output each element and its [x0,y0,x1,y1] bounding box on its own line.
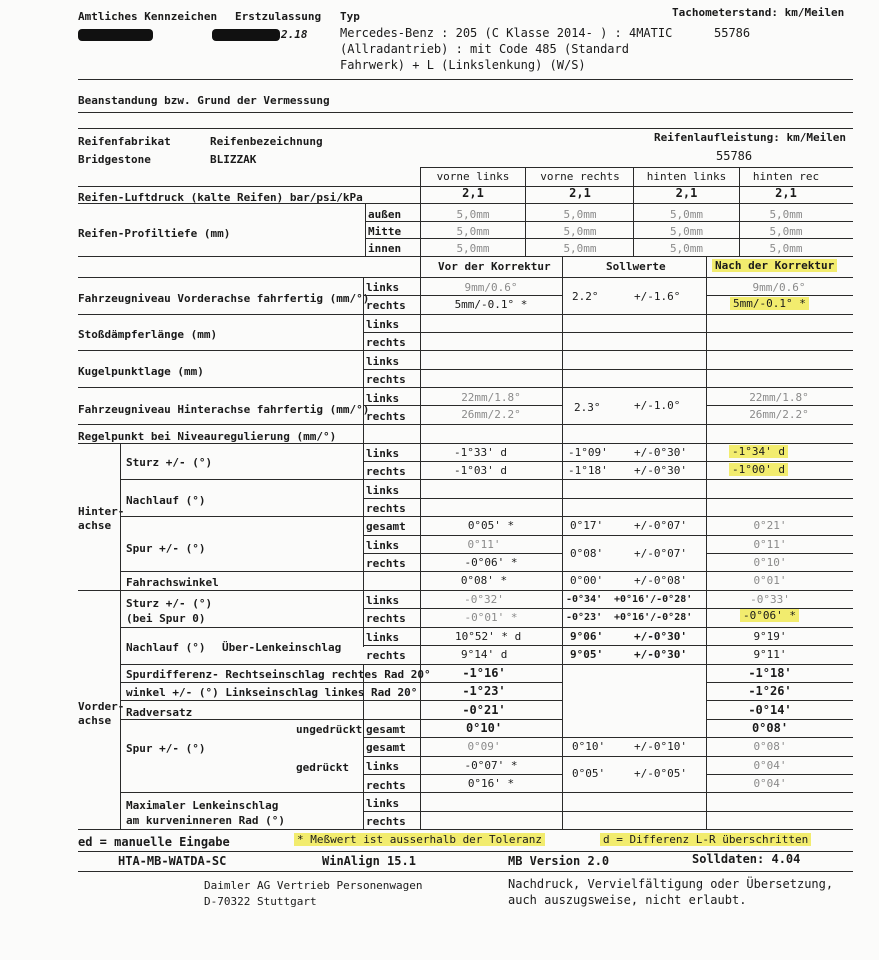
grid-line [120,719,562,720]
footer-winalign: WinAlign 15.1 [322,854,416,868]
grid-line [120,792,853,793]
radversatz-nach: -0°14' [748,703,792,717]
fahrachswinkel-nach: 0°01' [753,574,787,587]
radversatz-label: Radversatz [126,706,193,719]
row-rechts: rechts [366,336,406,349]
ha-niveau-label: Fahrzeugniveau Hinterachse fahrfertig (mm/°) [78,403,370,416]
grid-line [706,295,853,296]
row-rechts: rechts [366,465,406,478]
row-rechts: rechts [366,815,406,828]
spurdiff-nach-links: -1°26' [748,684,792,698]
grid-line [363,295,562,296]
legend-ed: ed = manuelle Eingabe [78,835,230,849]
grid-line [363,498,853,499]
copyright-line-1: Nachdruck, Vervielfältigung oder Übersetzung, [508,877,834,891]
typ-line-2: (Allradantrieb) : mit Code 485 (Standard [340,42,629,56]
va-sturz-label-2: (bei Spur 0) [126,612,206,625]
typ-label: Typ [340,10,360,23]
divider [78,128,853,129]
va-nachlauf-nach-rechts: 9°11' [753,648,787,661]
profile-pos-mitte: Mitte [368,225,402,238]
grid-line [420,167,853,168]
va-niveau-vor-rechts: 5mm/-0.1° * [454,298,528,311]
pressure-vr: 2,1 [569,186,591,200]
row-rechts: rechts [366,502,406,515]
ha-spur-tol-gesamt: +/-0°07' [634,519,687,532]
typ-line-3: Fahrwerk) + L (Linkslenkung) (W/S) [340,58,586,72]
hinterachse-label-2: achse [78,519,112,532]
ungedrueckt-label: ungedrückt [296,723,363,736]
grid-line [120,571,853,572]
ha-spur-nach-rechts: 0°10' [753,556,787,569]
beanstandung-label: Beanstandung bzw. Grund der Vermessung [78,94,330,107]
grid-line [363,756,853,757]
row-links: links [366,392,400,405]
grid-line [120,627,853,628]
ha-niveau-vor-links: 22mm/1.8° [461,391,521,404]
va-niveau-nach-links: 9mm/0.6° [752,281,806,294]
grid-line [365,203,366,256]
va-nachlauf-vor-links: 10°52' * d [455,630,522,643]
typ-line-1: Mercedes-Benz : 205 (C Klasse 2014- ) : 4MATIC [340,26,673,40]
ha-spur-vor-gesamt: 0°05' * [467,519,515,532]
va-sturz-nach-links: -0°33' [750,593,790,606]
grid-line [120,516,853,517]
va-sturz-vor-rechts: -0°01' * [464,611,518,624]
va-spur-label: Spur +/- (°) [126,742,206,755]
wheel-header-hl: hinten links [646,170,727,183]
fahrachswinkel-soll: 0°00' [570,574,604,587]
ha-sturz-nach-rechts: -1°00' d [729,463,788,476]
grid-line [363,332,853,333]
grid-line [78,314,853,315]
fahrachswinkel-tol: +/-0°08' [634,574,687,587]
row-rechts: rechts [366,649,406,662]
company-line-1: Daimler AG Vertrieb Personenwagen [204,879,423,892]
profile-value: 5,0mm [456,208,490,221]
ha-sturz-vor-rechts: -1°03' d [454,464,507,477]
grid-line [120,682,562,683]
reifenbezeichnung-label: Reifenbezeichnung [210,135,323,148]
profile-value: 5,0mm [456,225,490,238]
profile-value: 5,0mm [456,242,490,255]
grid-line [78,590,853,591]
ha-sturz-vor-links: -1°33' d [454,446,507,459]
row-rechts: rechts [366,557,406,570]
profile-value: 5,0mm [563,242,597,255]
erstzulassung-year: 2.18 [281,28,308,41]
row-links: links [366,539,400,552]
va-niveau-vor-links: 9mm/0.6° [464,281,518,294]
grid-line [363,553,562,554]
ha-spur-soll: 0°08' [570,547,604,560]
grid-line [365,221,853,222]
grid-line [78,203,853,204]
grid-line [120,664,853,665]
radversatz-vor: -0°21' [462,703,506,717]
ha-sturz-soll-rechts: -1°18' [568,464,608,477]
row-links: links [366,631,400,644]
laufleistung-value: 55786 [716,149,753,163]
va-nachlauf-tol-links: +/-0°30' [634,630,687,643]
regelpunkt-label: Regelpunkt bei Niveauregulierung (mm/°) [78,430,337,443]
ha-niveau-nach-rechts: 26mm/2.2° [749,408,809,421]
fahrachswinkel-vor: 0°08' * [460,574,508,587]
va-niveau-tol: +/-1.6° [634,290,681,303]
legend-star: * Meßwert ist ausserhalb der Toleranz [294,833,545,846]
va-niveau-label: Fahrzeugniveau Vorderachse fahrfertig (mm/°) [78,292,370,305]
va-sturz-soll-rechts: -0°23' [566,612,603,623]
va-spur-gedrueckt-soll: 0°05' [572,767,606,780]
luftdruck-label: Reifen-Luftdruck (kalte Reifen) bar/psi/kPa [78,191,363,204]
gedrueckt-label: gedrückt [296,761,349,774]
grid-line [120,590,121,829]
redacted-date [212,29,280,41]
ha-nachlauf-label: Nachlauf (°) [126,494,206,507]
footer-code: HTA-MB-WATDA-SC [118,854,227,868]
ha-sturz-tol-rechts: +/-0°30' [634,464,687,477]
profile-value: 5,0mm [563,208,597,221]
profiltiefe-label: Reifen-Profiltiefe (mm) [78,227,231,240]
copyright-line-2: auch auszugsweise, nicht erlaubt. [508,893,747,907]
va-spur-ungedrueckt-nach: 0°08' [751,721,789,735]
row-rechts: rechts [366,373,406,386]
va-spur-gedrueckt-links-nach: 0°04' [753,759,787,772]
grid-line [78,443,853,444]
ha-spur-label: Spur +/- (°) [126,542,206,555]
row-links: links [366,355,400,368]
max-lenk-label-2: am kurveninneren Rad (°) [126,814,285,827]
reifenfabrikat-value: Bridgestone [78,153,151,166]
redacted-plate [78,29,153,41]
footer-mb-version: MB Version 2.0 [508,854,610,868]
legend-d: d = Differenz L-R überschritten [600,833,811,846]
row-links: links [366,797,400,810]
grid-line [363,369,853,370]
wheel-header-hr: hinten rec [752,170,820,183]
grid-line [706,682,853,683]
grid-line [363,535,853,536]
spurdiff-label-2: winkel +/- (°) Linkseinschlag linkes Rad 20° [126,686,418,699]
grid-line [562,256,563,829]
va-spur-gedrueckt-links-vor: -0°07' * [464,759,518,772]
grid-line [525,167,526,256]
va-spur-gedrueckt-rechts-nach: 0°04' [753,777,787,790]
grid-line [706,256,707,829]
profile-value: 5,0mm [669,208,704,221]
col-sollwerte: Sollwerte [606,260,666,273]
divider [78,79,853,80]
pressure-hr: 2,1 [775,186,797,200]
row-rechts: rechts [366,410,406,423]
ha-spur-vor-rechts: -0°06' * [464,556,518,569]
va-nachlauf-soll-links: 9°06' [570,630,604,643]
grid-line [78,387,853,388]
grid-line [706,700,853,701]
row-gesamt: gesamt [366,723,406,736]
profile-value: 5,0mm [669,225,704,238]
profile-pos-innen: innen [368,242,402,255]
spurdiff-vor-links: -1°23' [462,684,506,698]
profile-value: 5,0mm [769,225,803,238]
va-nachlauf-label: Nachlauf (°) [126,641,206,654]
va-sturz-nach-rechts: -0°06' * [740,609,799,622]
company-line-2: D-70322 Stuttgart [204,895,317,908]
kugelpunkt-label: Kugelpunktlage (mm) [78,365,204,378]
va-sturz-vor-links: -0°32' [464,593,504,606]
reifenbezeichnung-value: BLIZZAK [210,153,257,166]
tacho-label: Tachometerstand: km/Meilen [672,6,845,19]
vorderachse-label-1: Vorder- [78,700,125,713]
laufleistung-label: Reifenlaufleistung: km/Meilen [654,131,847,144]
grid-line [365,238,853,239]
ha-spur-vor-links: 0°11' [467,538,501,551]
ha-spur-nach-links: 0°11' [753,538,787,551]
fahrachswinkel-label: Fahrachswinkel [126,576,219,589]
ha-sturz-soll-links: -1°09' [568,446,608,459]
row-links: links [366,594,400,607]
profile-value: 5,0mm [563,225,597,238]
reifenfabrikat-label: Reifenfabrikat [78,135,171,148]
grid-line [120,479,853,480]
ha-sturz-nach-links: -1°34' d [729,445,788,458]
ha-spur-soll-gesamt: 0°17' [570,519,604,532]
va-spur-gedrueckt-gesamt-soll: 0°10' [572,740,606,753]
grid-line [120,700,562,701]
va-niveau-nach-rechts: 5mm/-0.1° * [730,297,809,310]
row-links: links [366,318,400,331]
va-nachlauf-nach-links: 9°19' [753,630,787,643]
ha-sturz-label: Sturz +/- (°) [126,456,213,469]
grid-line [120,443,121,590]
row-links: links [366,760,400,773]
ha-niveau-nach-links: 22mm/1.8° [749,391,809,404]
footer-solldaten: Solldaten: 4.04 [692,852,801,866]
grid-line [706,719,853,720]
grid-line [363,811,853,812]
va-nachlauf-tol-rechts: +/-0°30' [634,648,687,661]
grid-line [78,424,853,425]
va-spur-ungedrueckt-vor: 0°10' [465,721,503,735]
profile-value: 5,0mm [769,242,803,255]
row-rechts: rechts [366,612,406,625]
grid-line [420,167,421,277]
wheel-header-vl: vorne links [436,170,510,183]
spurdiff-vor-rechts: -1°16' [462,666,506,680]
va-sturz-label-1: Sturz +/- (°) [126,597,213,610]
va-sturz-tol-rechts: +0°16'/-0°28' [614,612,693,623]
stossdaempfer-label: Stoßdämpferlänge (mm) [78,328,218,341]
va-nachlauf-vor-rechts: 9°14' d [461,648,508,661]
ueber-lenk-label: Über-Lenkeinschlag [222,641,342,654]
grid-line [363,774,562,775]
row-links: links [366,447,400,460]
va-spur-gedrueckt-tol: +/-0°05' [634,767,687,780]
ha-sturz-tol-links: +/-0°30' [634,446,687,459]
col-nach-korrektur: Nach der Korrektur [712,259,837,272]
ha-spur-tol: +/-0°07' [634,547,687,560]
profile-pos-aussen: außen [368,208,402,221]
grid-line [706,774,853,775]
spurdiff-label-1: Spurdifferenz- Rechtseinschlag rechtes Rad 20° [126,668,431,681]
va-nachlauf-soll-rechts: 9°05' [570,648,604,661]
row-rechts: rechts [366,299,406,312]
va-spur-gedrueckt-rechts-vor: 0°16' * [467,777,515,790]
grid-line [363,645,853,646]
erstzulassung-label: Erstzulassung [235,10,322,23]
hinterachse-label-1: Hinter- [78,505,125,518]
grid-line [78,256,853,257]
col-vor-korrektur: Vor der Korrektur [438,260,551,273]
row-gesamt: gesamt [366,520,406,533]
va-spur-gedrueckt-gesamt-vor: 0°09' [467,740,501,753]
kennzeichen-label: Amtliches Kennzeichen [78,10,218,23]
ha-niveau-soll: 2.3° [574,401,601,414]
grid-line [78,829,853,830]
va-spur-gedrueckt-gesamt-nach: 0°08' [753,740,787,753]
grid-line [739,167,740,256]
grid-line [78,871,853,872]
max-lenk-label-1: Maximaler Lenkeinschlag [126,799,279,812]
pressure-vl: 2,1 [462,186,484,200]
tacho-value: 55786 [714,26,751,40]
pressure-hl: 2,1 [675,186,698,200]
grid-line [633,167,634,256]
grid-line [78,277,853,278]
profile-value: 5,0mm [669,242,704,255]
va-sturz-soll-links: -0°34' [566,594,603,605]
row-links: links [366,484,400,497]
ha-niveau-vor-rechts: 26mm/2.2° [461,408,521,421]
grid-line [706,553,853,554]
grid-line [78,350,853,351]
va-spur-gedrueckt-gesamt-tol: +/-0°10' [634,740,687,753]
grid-line [363,405,562,406]
vorderachse-label-2: achse [78,714,112,727]
va-sturz-tol-links: +0°16'/-0°28' [614,594,693,605]
ha-niveau-tol: +/-1.0° [634,399,681,412]
row-links: links [366,281,400,294]
grid-line [363,461,853,462]
ha-spur-nach-gesamt: 0°21' [753,519,787,532]
spurdiff-nach-rechts: -1°18' [748,666,792,680]
grid-line [363,737,853,738]
row-gesamt: gesamt [366,741,406,754]
profile-value: 5,0mm [769,208,803,221]
wheel-header-vr: vorne rechts [540,170,620,183]
va-niveau-soll: 2.2° [572,290,599,303]
divider [78,112,853,113]
grid-line [706,405,853,406]
row-rechts: rechts [366,779,406,792]
